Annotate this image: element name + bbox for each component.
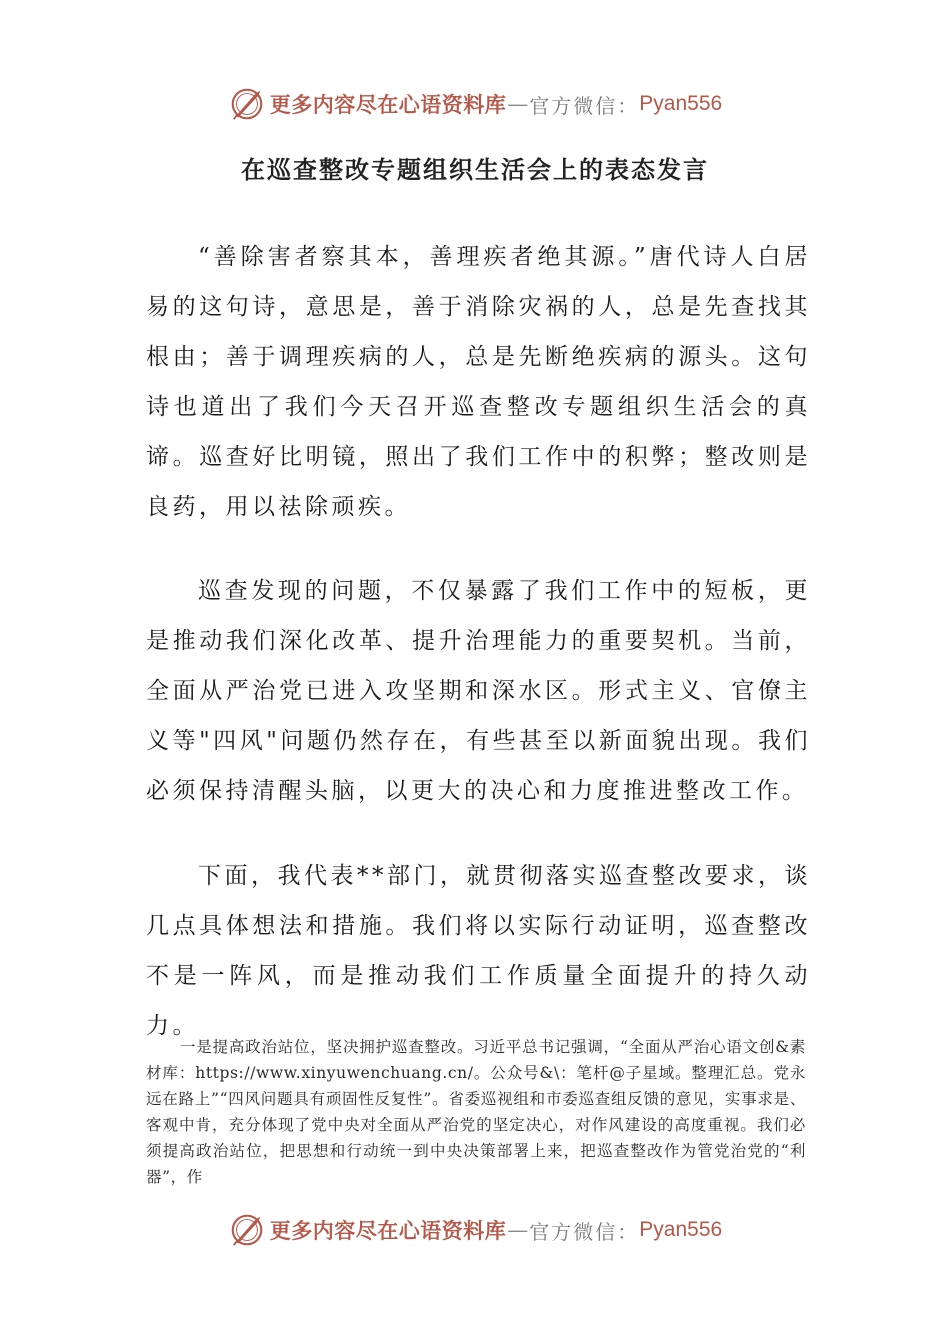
- wechat-label: 官方微信：: [529, 1219, 640, 1244]
- banner-separator: —: [507, 92, 529, 116]
- wechat-label: 官方微信：: [529, 93, 640, 118]
- wechat-id: Pyan556: [639, 92, 723, 115]
- paragraph-2: 巡查发现的问题，不仅暴露了我们工作中的短板，更是推动我们深化改革、提升治理能力的重要契机。当前，全面从严治党已进入攻坚期和深水区。形式主义、官僚主义等"四风"问题仍然存在，有些甚至以新面貌出现。我们必须保持清醒头脑，以更大的决心和力度推进整改工作。: [146, 578, 811, 804]
- footer-banner: [0, 1210, 950, 1250]
- document-title: 在巡查整改专题组织生活会上的表态发言: [241, 156, 709, 184]
- paragraph-1: “善除害者察其本，善理疾者绝其源。”唐代诗人白居易的这句诗，意思是，善于消除灾祸的人，总是先查找其根由；善于调理疾病的人，总是先断绝疾病的源头。这句诗也道出了我们今天召开巡查整改专题组织生活会的真谛。巡查好比明镜，照出了我们工作中的积弊；整改则是良药，用以祛除顽疾。: [146, 244, 811, 520]
- brand-text: 更多内容尽在心语资料库: [269, 92, 507, 117]
- paragraph-3: 下面，我代表**部门，就贯彻落实巡查整改要求，谈几点具体想法和措施。我们将以实际行动证明，巡查整改不是一阵风，而是推动我们工作质量全面提升的持久动力。: [146, 863, 811, 1039]
- wechat-id: Pyan556: [639, 1218, 723, 1241]
- quill-pen-icon: [228, 85, 266, 123]
- small-paragraph: 一是提高政治站位，坚决拥护巡查整改。习近平总书记强调，“全面从严治心语文创&素材库：https://www.xinyuwenchuang.cn/。公众号&\：笔杆@子星域。整理汇总。党永远在路上”“四风问题具有顽固性反复性”。省委巡视组和市委巡查组反馈的意见，实事求是、客观中肯，充分体现了党中央对全面从严治党的坚定决心，对作风建设的高度重视。我们必须提高政治站位，把思想和行动统一到中央决策部署上来，把巡查整改作为管党治党的“利器”，作: [146, 1038, 806, 1186]
- quill-pen-icon: [228, 1211, 266, 1249]
- brand-text: 更多内容尽在心语资料库: [269, 1218, 507, 1243]
- header-banner: [0, 84, 950, 124]
- banner-separator: —: [507, 1218, 529, 1242]
